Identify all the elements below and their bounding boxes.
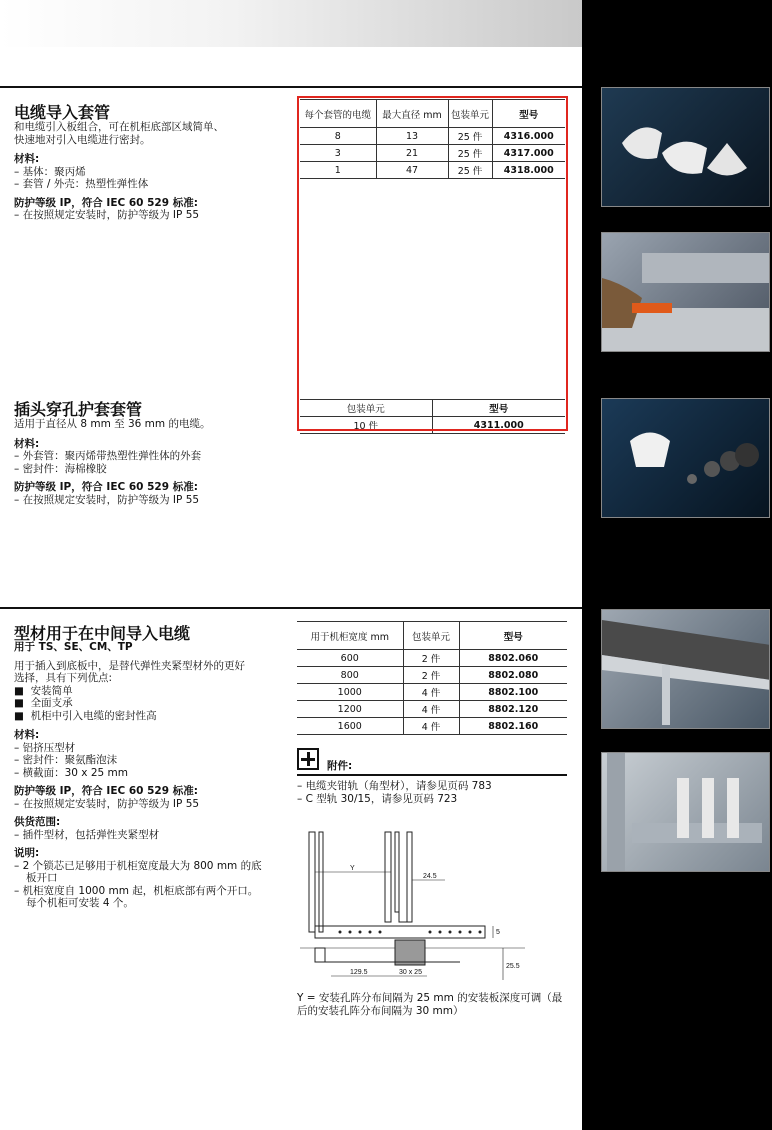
product-photo-sleeves: [601, 87, 770, 207]
table-header: 每个套管的电缆: [300, 100, 376, 128]
technical-drawing: [295, 830, 525, 990]
section3-table: [297, 621, 567, 735]
material-item: – 密封件：海棉橡胶: [14, 462, 107, 475]
protection-label: 防护等级 IP，符合 IEC 60 529 标准:: [14, 481, 198, 493]
table-cell: 8802.060: [459, 650, 567, 667]
material-label: 材料:: [14, 729, 40, 741]
table-cell: 2 件: [403, 667, 459, 684]
plus-icon: [297, 748, 319, 770]
material-item: – 外套管：聚丙烯带热塑性弹性体的外套: [14, 450, 202, 462]
table-row: [297, 650, 567, 667]
dim-label: 25.5: [506, 963, 520, 970]
protection-label: 防护等级 IP，符合 IEC 60 529 标准:: [14, 196, 198, 209]
table-header: 用于机柜宽度 mm: [297, 622, 403, 650]
accessories-header: [297, 748, 567, 776]
section1-title: 电缆导入套管: [14, 103, 111, 122]
section3-title: 型材用于在中间导入电缆: [14, 624, 191, 643]
table-cell: 10 件: [300, 417, 432, 434]
header-bar: [0, 0, 582, 47]
bullet-item: ■ 安装简单: [14, 684, 73, 697]
intro-line: 适用于直径从 8 mm 至 36 mm 的电缆。: [14, 418, 211, 430]
section2-title: 插头穿孔护套套管: [14, 400, 143, 419]
table-cell: 13: [376, 128, 448, 145]
note-item: – 机柜宽度自 1000 mm 起，机柜底部有两个开口。每个机柜可安装 4 个。: [14, 884, 259, 909]
table-row: [297, 684, 567, 701]
table-row: [297, 667, 567, 684]
bullet-item: ■ 机柜中引入电缆的密封性高: [14, 709, 157, 722]
table-row: [297, 718, 567, 735]
table-cell: 4311.000: [432, 417, 565, 434]
dim-label: 24.5: [423, 873, 437, 880]
accessories-list: [297, 780, 565, 805]
table-cell: 600: [297, 650, 403, 667]
accessory-item: – C 型轨 30/15，请参见页码 723: [297, 792, 458, 805]
material-item: – 铝挤压型材: [14, 741, 76, 754]
table-cell: 25 件: [448, 128, 492, 145]
protection-text: – 在按照规定安装时，防护等级为 IP 55: [14, 797, 200, 810]
material-item: – 基体：聚丙烯: [14, 165, 86, 178]
table-header: 型号: [459, 622, 567, 650]
bullet-item: ■ 全面支承: [14, 697, 73, 709]
highlight-box: [297, 96, 568, 431]
table-cell: 4316.000: [492, 128, 565, 145]
table-cell: 8802.160: [459, 718, 567, 735]
note-item: – 2 个锁芯已足够用于机柜宽度最大为 800 mm 的底板开口: [14, 859, 262, 884]
table-cell: 4317.000: [492, 145, 565, 162]
material-label: 材料:: [14, 437, 40, 450]
table-row: [297, 701, 567, 718]
product-photo-installation: [601, 232, 770, 352]
material-item: – 套管 / 外壳：热塑性弹性体: [14, 178, 149, 190]
table-header: 型号: [492, 100, 565, 128]
dim-label: 129.5: [350, 969, 368, 976]
table-cell: 4318.000: [492, 162, 565, 179]
intro-line: 和电缆引入板组合，可在机柜底部区域简单、: [14, 121, 224, 133]
product-photo-grommets: [601, 398, 770, 518]
section3-text: [14, 641, 282, 910]
table-cell: 21: [376, 145, 448, 162]
divider: [0, 86, 582, 88]
table-cell: 4 件: [403, 684, 459, 701]
table-cell: 1600: [297, 718, 403, 735]
protection-label: 防护等级 IP，符合 IEC 60 529 标准:: [14, 785, 198, 797]
table-cell: 1: [300, 162, 376, 179]
table-cell: 8802.080: [459, 667, 567, 684]
divider: [0, 607, 582, 609]
intro-line: 快速地对引入电缆进行密封。: [14, 133, 151, 146]
table-cell: 4 件: [403, 701, 459, 718]
dim-label: 5: [496, 929, 500, 936]
table-cell: 800: [297, 667, 403, 684]
table-cell: 3: [300, 145, 376, 162]
table-cell: 8802.100: [459, 684, 567, 701]
table-cell: 1000: [297, 684, 403, 701]
table-cell: 2 件: [403, 650, 459, 667]
table-cell: 1200: [297, 701, 403, 718]
table-cell: 8: [300, 128, 376, 145]
material-item: – 横截面：30 x 25 mm: [14, 766, 128, 779]
intro-line: 选择，具有下列优点:: [14, 672, 113, 684]
table-header: 包装单元: [448, 100, 492, 128]
table-header: 包装单元: [300, 400, 432, 417]
protection-text: – 在按照规定安装时，防护等级为 IP 55: [14, 493, 200, 506]
product-photo-profile: [601, 609, 770, 729]
drawing-caption: Y = 安装孔阵分布间隔为 25 mm 的安装板深度可调（最后的安装孔阵分布间隔为 30 mm）: [297, 992, 563, 1017]
section2-text: [14, 418, 282, 506]
accessories-label: 附件:: [327, 760, 353, 772]
table-cell: 4 件: [403, 718, 459, 735]
dim-label: Y: [350, 865, 355, 872]
table-header: 最大直径 mm: [376, 100, 448, 128]
material-item: – 密封件：聚氨酯泡沫: [14, 754, 118, 766]
material-label: 材料:: [14, 153, 40, 165]
protection-text: – 在按照规定安装时，防护等级为 IP 55: [14, 209, 200, 221]
table-cell: 25 件: [448, 162, 492, 179]
section1-text: [14, 121, 282, 222]
intro-line: 用于插入到底板中，是替代弹性夹紧型材外的更好: [14, 659, 245, 672]
table-header: 包装单元: [403, 622, 459, 650]
table-cell: 47: [376, 162, 448, 179]
table-cell: 8802.120: [459, 701, 567, 718]
table-cell: 25 件: [448, 145, 492, 162]
accessory-item: – 电缆夹钳轨（角型材），请参见页码 783: [297, 780, 492, 792]
supply-label: 供货范围:: [14, 816, 61, 828]
table-header: 型号: [432, 400, 565, 417]
dim-label: 30 x 25: [399, 969, 422, 976]
supply-text: – 插件型材，包括弹性夹紧型材: [14, 828, 160, 841]
product-photo-rail: [601, 752, 770, 872]
section3-subtitle: 用于 TS、SE、CM、TP: [14, 641, 133, 653]
notes-label: 说明:: [14, 847, 40, 859]
